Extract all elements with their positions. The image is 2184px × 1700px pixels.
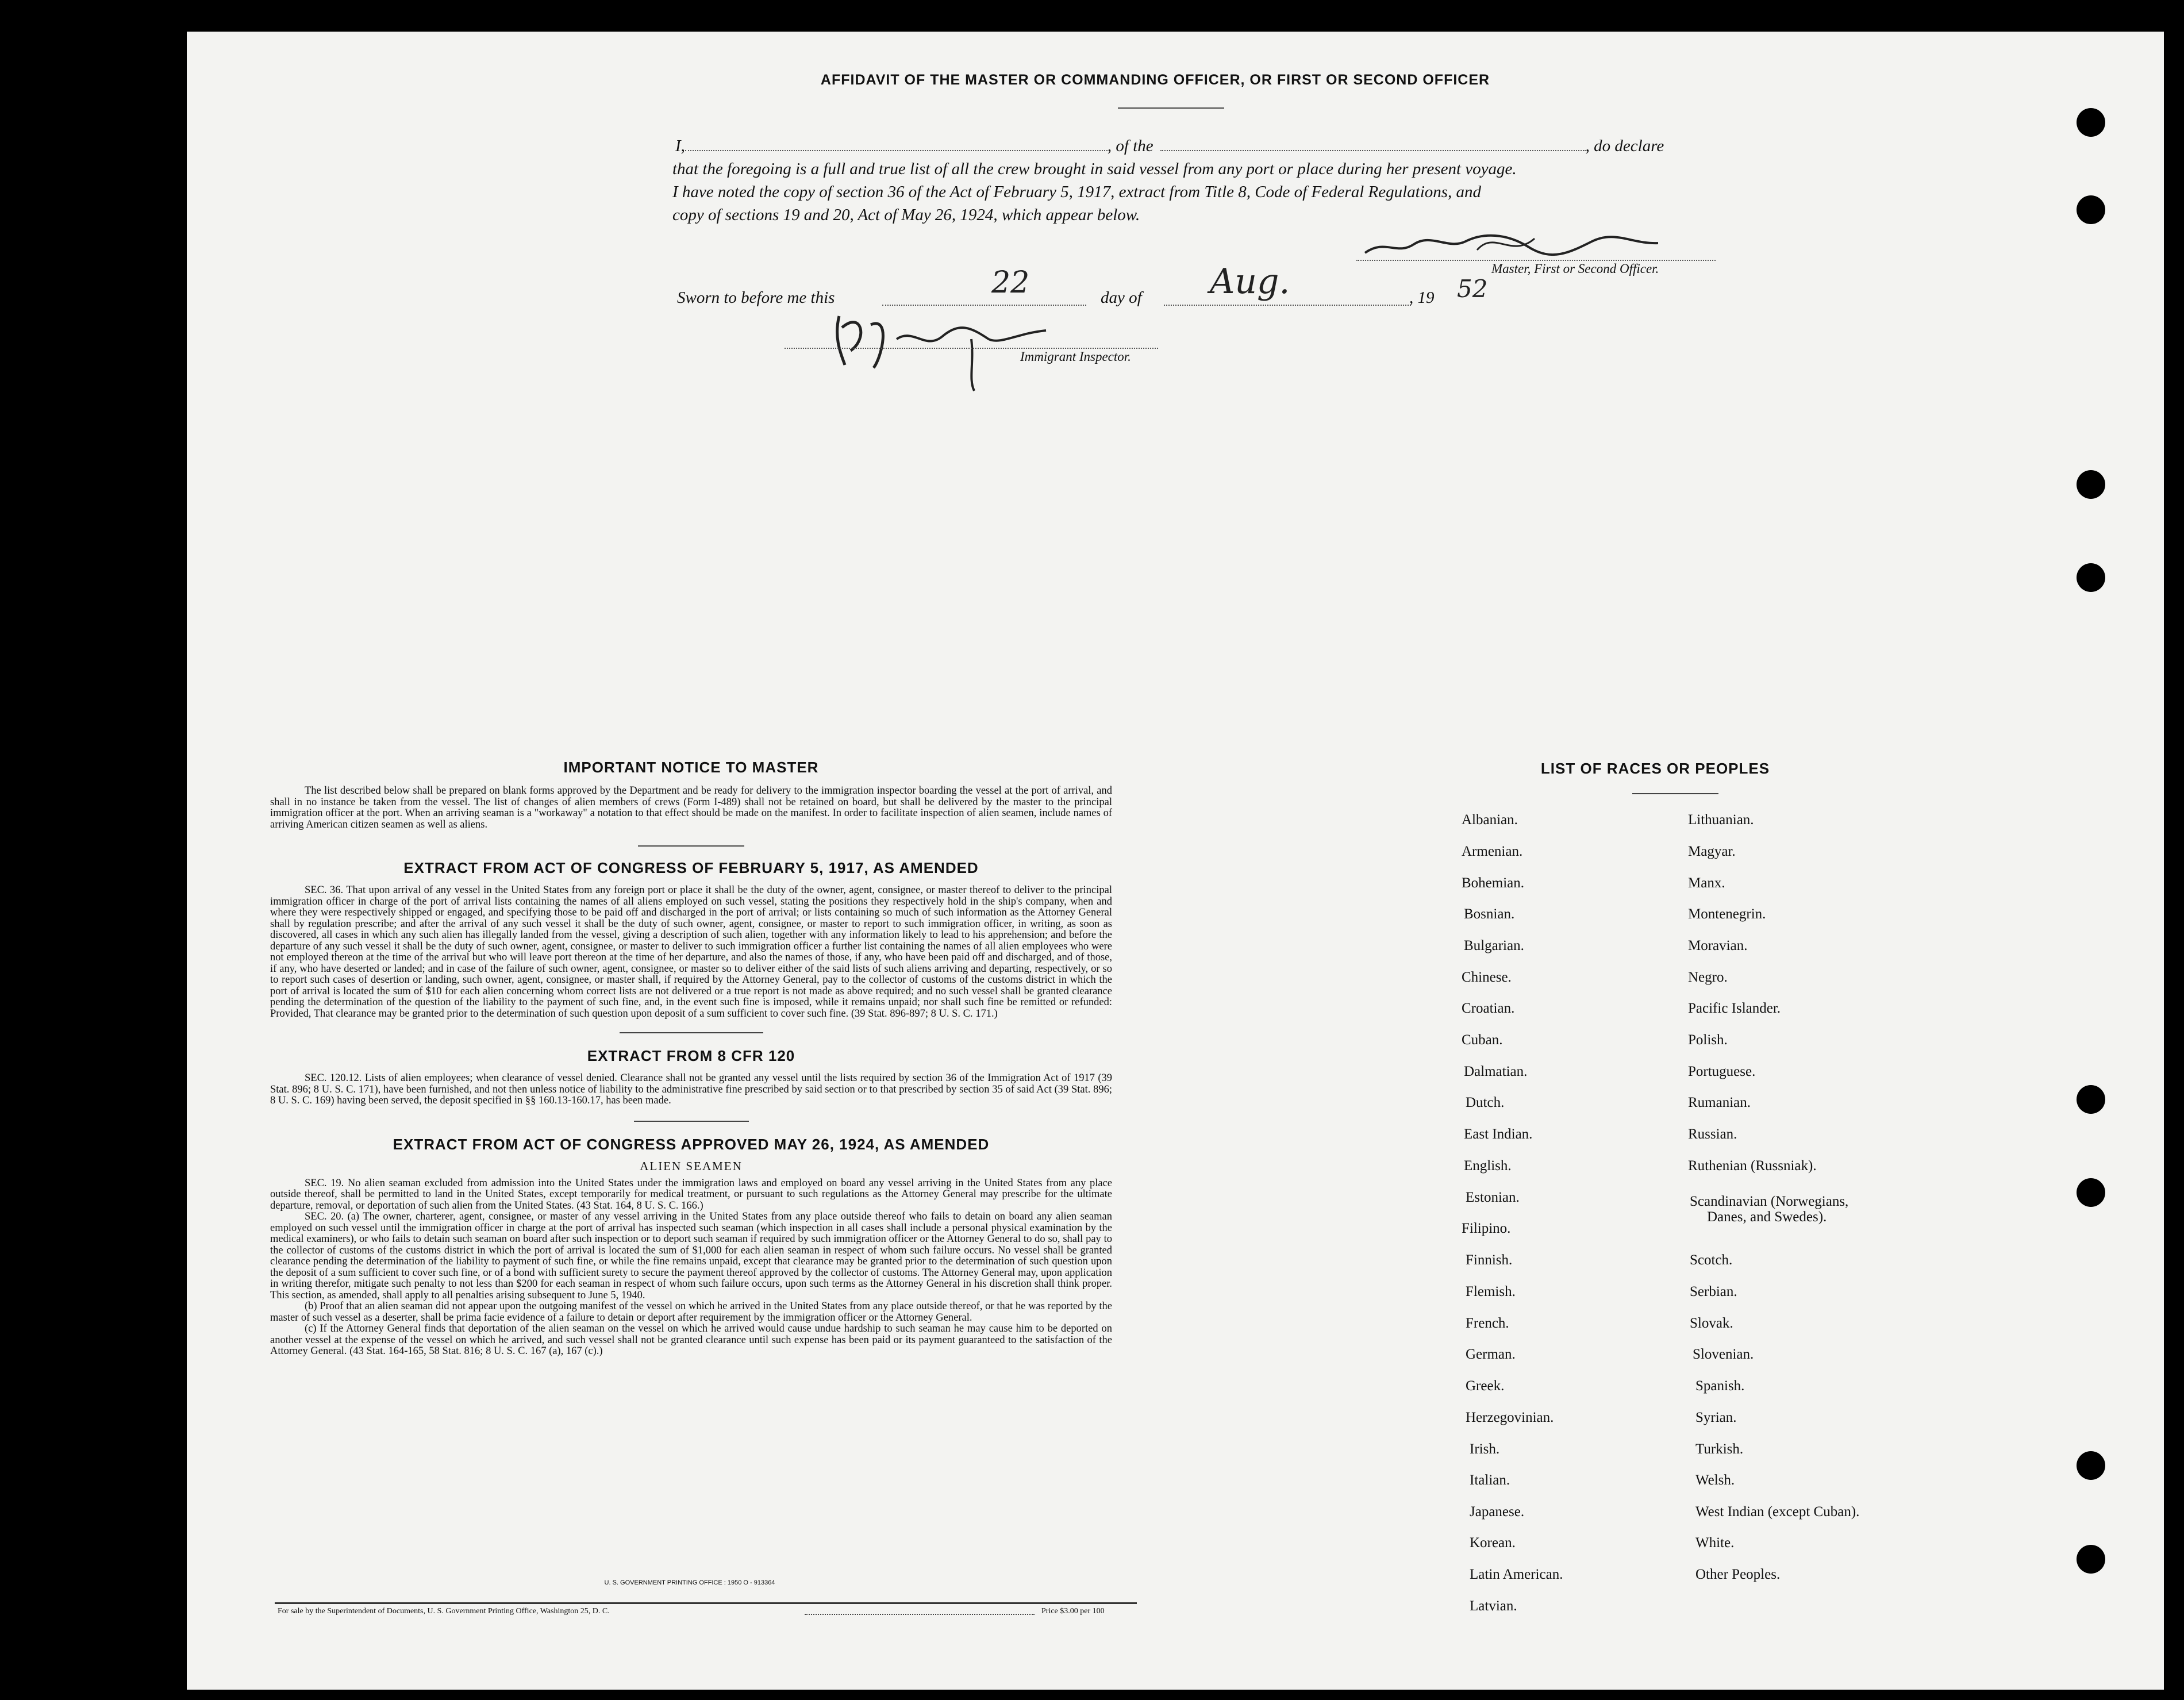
sec-20c-body: (c) If the Attorney General finds that deportation of the alien seaman on the vessel on which he arrived would cause undue hardship to such seaman he may cause him to be deported on another vessel at the expense of the vessel on which he arrived, and such vessel shall not be granted clearance until such expense has been paid or its payment guaranteed to the satisfaction of the Attorney General. (43 Stat. 164-165, 58 Stat. 816; 8 U. S. C. 167 (a), 167 (c).) xyxy=(270,1323,1112,1357)
race-item: Cuban. xyxy=(1462,1032,1503,1048)
punch-hole xyxy=(2077,470,2105,499)
race-item: Dutch. xyxy=(1466,1095,1505,1110)
race-item: Other Peoples. xyxy=(1695,1567,1781,1582)
affidavit-text xyxy=(672,134,1718,226)
affidavit-title: AFFIDAVIT OF THE MASTER OR COMMANDING OFFICER, OR FIRST OR SECOND OFFICER xyxy=(820,72,1490,88)
punch-hole xyxy=(2077,195,2105,224)
day-of-label: day of xyxy=(1101,289,1142,307)
section-divider xyxy=(634,1121,749,1122)
sworn-day: 22 xyxy=(991,266,1030,300)
race-item: East Indian. xyxy=(1464,1126,1533,1142)
race-item: Chinese. xyxy=(1462,970,1512,985)
sale-dots xyxy=(805,1614,1035,1615)
title-divider xyxy=(1118,107,1224,109)
master-label: Master, First or Second Officer. xyxy=(1491,261,1659,276)
affidavit-line3: I have noted the copy of section 36 of the Act of February 5, 1917, extract from Title 8, Code of Federal Regulations, and xyxy=(672,183,1482,201)
race-item: Magyar. xyxy=(1688,844,1736,859)
notice-title: IMPORTANT NOTICE TO MASTER xyxy=(563,759,819,776)
extract-cfr-title: EXTRACT FROM 8 CFR 120 xyxy=(587,1047,795,1064)
race-item: Montenegrin. xyxy=(1688,906,1766,922)
race-item: Spanish. xyxy=(1695,1378,1745,1394)
races-title: LIST OF RACES OR PEOPLES xyxy=(1540,760,1770,777)
race-item: Russian. xyxy=(1688,1126,1737,1142)
alien-seamen-subtitle: ALIEN SEAMEN xyxy=(640,1159,743,1173)
extract-1924-title: EXTRACT FROM ACT OF CONGRESS APPROVED MAY 26, 1924, AS AMENDED xyxy=(393,1135,990,1153)
affidavit-declare: , do declare xyxy=(1585,137,1664,155)
race-item: Flemish. xyxy=(1466,1284,1516,1299)
race-item: Scotch. xyxy=(1690,1252,1733,1268)
footer-rule xyxy=(275,1602,1137,1604)
extract-1917-title: EXTRACT FROM ACT OF CONGRESS OF FEBRUARY 5, 1917, AS AMENDED xyxy=(403,859,979,876)
race-item: Scandinavian (Norwegians, xyxy=(1690,1194,1849,1209)
race-item: Rumanian. xyxy=(1688,1095,1751,1110)
sworn-year: 52 xyxy=(1457,275,1488,303)
race-item: Latin American. xyxy=(1470,1567,1563,1582)
race-item: Estonian. xyxy=(1466,1190,1520,1205)
race-item: Dalmatian. xyxy=(1464,1064,1528,1079)
gpo-imprint: U. S. GOVERNMENT PRINTING OFFICE : 1950 O - 913364 xyxy=(604,1579,775,1586)
race-item: Pacific Islander. xyxy=(1688,1001,1781,1016)
race-item: Korean. xyxy=(1470,1535,1516,1551)
name-blank xyxy=(685,137,1108,151)
race-item: Armenian. xyxy=(1462,844,1523,859)
section-divider xyxy=(638,845,744,847)
vessel-blank xyxy=(1160,137,1586,151)
sec-20b-body: (b) Proof that an alien seaman did not appear upon the outgoing manifest of the vessel on which he arrived in the United States from any place outside thereof, or that he was reported by the master of such vessel as a deserter, shall be prima facie evidence of a failure to detain or deport after requirement by the immigration officer or the Attorney General. xyxy=(270,1301,1112,1324)
race-item: Bohemian. xyxy=(1462,875,1525,891)
race-item: Finnish. xyxy=(1466,1252,1513,1268)
race-item: German. xyxy=(1466,1347,1516,1362)
race-item: Japanese. xyxy=(1470,1504,1525,1520)
race-item: French. xyxy=(1466,1316,1509,1331)
race-item: West Indian (except Cuban). xyxy=(1695,1504,1860,1520)
extract-cfr-body: SEC. 120.12. Lists of alien employees; when clearance of vessel denied. Clearance shall not be granted any vessel until the lists required by section 36 of the Immigration Act of 1917 (39 Stat. 896; 8 U. S. C. 171), have been furnished, and not then unless notice of liability to the administrative fine prescribed by said section or to that prescribed by section 35 of said Act (39 Stat. 896; 8 U. S. C. 169) having been served, the deposit specified in §§ 160.13-160.17, has been made. xyxy=(270,1072,1112,1106)
sale-note: For sale by the Superintendent of Documents, U. S. Government Printing Office, Washington 25, D. C. xyxy=(278,1607,610,1616)
sec-20a-body: SEC. 20. (a) The owner, charterer, agent, consignee, or master of any vessel arriving in the United States from any place outside thereof who fails to detain on board any alien seaman employed on such vessel until the immigration officer in charge at the port of arrival has inspected such seaman (which inspection in all cases shall include a personal physical examination by the medical examiners), or who fails to detain such seaman on board after such inspection or to deport such seaman if required by such immigration officer or the Attorney General to do so, shall pay to the collector of customs of the customs district in which the port of arrival is located the sum of $1,000 for each alien seaman in respect of whom such failure occurs. No vessel shall be granted clearance pending the determination of the liability to payment of such fine, or while the fine remains unpaid, except that clearance may be granted prior to the determination of such question upon the deposit of a sum sufficient to cover such fine, or of a bond with sufficient surety to secure the payment thereof approved by the collector of customs. The Attorney General may, upon application in writing therefor, mitigate such penalty to not less than $200 for each seaman in respect of whom such failure occurs, upon such terms as the Attorney General in his discretion shall think proper. This section, as amended, shall apply to all penalties arising subsequent to June 5, 1940. xyxy=(270,1211,1112,1301)
race-item: Welsh. xyxy=(1695,1472,1735,1488)
punch-hole xyxy=(2077,1085,2105,1114)
race-item: Turkish. xyxy=(1695,1441,1744,1457)
punch-hole xyxy=(2077,1545,2105,1574)
punch-hole xyxy=(2077,1178,2105,1207)
punch-hole xyxy=(2077,1451,2105,1480)
race-item: Irish. xyxy=(1470,1441,1500,1457)
sec-19-body: SEC. 19. No alien seaman excluded from admission into the United States under the immigration laws and employed on board any vessel arriving in the United States from any place outside thereof, shall be permitted to land in the United States, except temporarily for medical treatment, or pursuant to such regulations as the Attorney General may prescribe for the ultimate departure, removal, or deportation of such alien from the United States. (43 Stat. 164, 8 U. S. C. 166.) xyxy=(270,1177,1112,1211)
race-item: Herzegovinian. xyxy=(1466,1410,1554,1425)
race-item: Bulgarian. xyxy=(1464,938,1524,953)
race-item: Greek. xyxy=(1466,1378,1505,1394)
race-item: Italian. xyxy=(1470,1472,1510,1488)
sworn-month: Aug. xyxy=(1210,261,1290,302)
affidavit-line4: copy of sections 19 and 20, Act of May 26, 1924, which appear below. xyxy=(672,206,1140,224)
master-signature xyxy=(1362,227,1661,261)
races-divider xyxy=(1632,793,1718,794)
race-item: Slovenian. xyxy=(1693,1347,1754,1362)
race-item: Lithuanian. xyxy=(1688,812,1754,828)
inspector-label: Immigrant Inspector. xyxy=(1020,349,1131,364)
race-item: Portuguese. xyxy=(1688,1064,1756,1079)
section-divider xyxy=(620,1032,763,1033)
race-item: Slovak. xyxy=(1690,1316,1733,1331)
race-item: Croatian. xyxy=(1462,1001,1515,1016)
race-item: Syrian. xyxy=(1695,1410,1737,1425)
price-note: Price $3.00 per 100 xyxy=(1041,1607,1105,1616)
legal-column xyxy=(270,759,1112,1357)
punch-hole xyxy=(2077,108,2105,137)
race-item: Latvian. xyxy=(1470,1598,1517,1614)
notice-body: The list described below shall be prepared on blank forms approved by the Department and be ready for delivery to the immigration inspector boarding the vessel at the port of arrival, and shall in no instance be taken from the vessel. The list of changes of alien members of crews (Form I-489) shall not be retained on board, but shall be delivered by the master to the principal immigration officer at the port. When an arriving seaman is a "workaway" a notation to that effect should be made on the manifest. In order to facilitate inspection of alien seamen, include names of arriving American citizen seamen as well as aliens. xyxy=(270,785,1112,830)
affidavit-i: I, xyxy=(675,137,685,155)
sworn-prefix: Sworn to before me this xyxy=(677,289,835,307)
month-blank xyxy=(1164,305,1411,306)
race-item: Filipino. xyxy=(1462,1221,1511,1236)
year-prefix: , 19 xyxy=(1409,289,1435,307)
race-item: Bosnian. xyxy=(1464,906,1515,922)
race-item: White. xyxy=(1695,1535,1735,1551)
affidavit-line2: that the foregoing is a full and true list of all the crew brought in said vessel from any port or place during her present voyage. xyxy=(672,160,1517,178)
extract-1917-body: SEC. 36. That upon arrival of any vessel in the United States from any foreign port or place it shall be the duty of the owner, agent, consignee, or master thereof to deliver to the principal immigration officer in charge of the port of arrival lists containing the names of all aliens employed on such vessel, stating the positions they respectively hold in the ship's company, when and where they were respectively shipped or engaged, and specifying those to be paid off and discharged in the port of arrival; or lists containing so much of such information as the Attorney General shall by regulation prescribe; and after the arrival of any such vessel it shall be the duty of such owner, agent, consignee, or master to report to such immigration officer, in writing, as soon as discovered, all cases in which any such alien has illegally landed from the vessel, giving a description of such alien, together with any information likely to lead to his apprehension; and before the departure of any such vessel it shall be the duty of such owner, agent, consignee, or master to deliver to such immigration officer a further list containing the names of all alien employees who were not employed thereon at the time of the arrival but who will leave port thereon at the time of her departure, and also the names of those, if any, who have been paid off and discharged, and of those, if any, who have deserted or landed; and in case of the failure of such owner, agent, consignee, or master so to deliver either of the said lists of such aliens arriving and departing, respectively, or so to report such cases of desertion or landing, such owner, agent, consignee, or master shall, if required by the Attorney General, pay to the collector of customs of the customs district in which the port of arrival is located the sum of $10 for each alien concerning whom correct lists are not delivered or a true report is not made as above required; and no such vessel shall be granted clearance pending the determination of the question of the liability to the payment of such fine, and, in the event such fine is imposed, while it remains unpaid; nor shall such fine be remitted or refunded: Provided, That clearance may be granted prior to the determination of such question upon deposit of a sum sufficient to cover such fine. (39 Stat. 896-897; 8 U. S. C. 171.) xyxy=(270,884,1112,1020)
punch-hole xyxy=(2077,563,2105,592)
race-item: Serbian. xyxy=(1690,1284,1737,1299)
affidavit-of-the: , of the xyxy=(1107,137,1153,155)
race-item: Moravian. xyxy=(1688,938,1748,953)
race-item: Polish. xyxy=(1688,1032,1728,1048)
race-item: Albanian. xyxy=(1462,812,1518,828)
race-item: Negro. xyxy=(1688,970,1728,985)
race-item: Danes, and Swedes). xyxy=(1707,1209,1827,1225)
race-item: Ruthenian (Russniak). xyxy=(1688,1158,1817,1174)
race-item: Manx. xyxy=(1688,875,1725,891)
race-item: English. xyxy=(1464,1158,1512,1174)
